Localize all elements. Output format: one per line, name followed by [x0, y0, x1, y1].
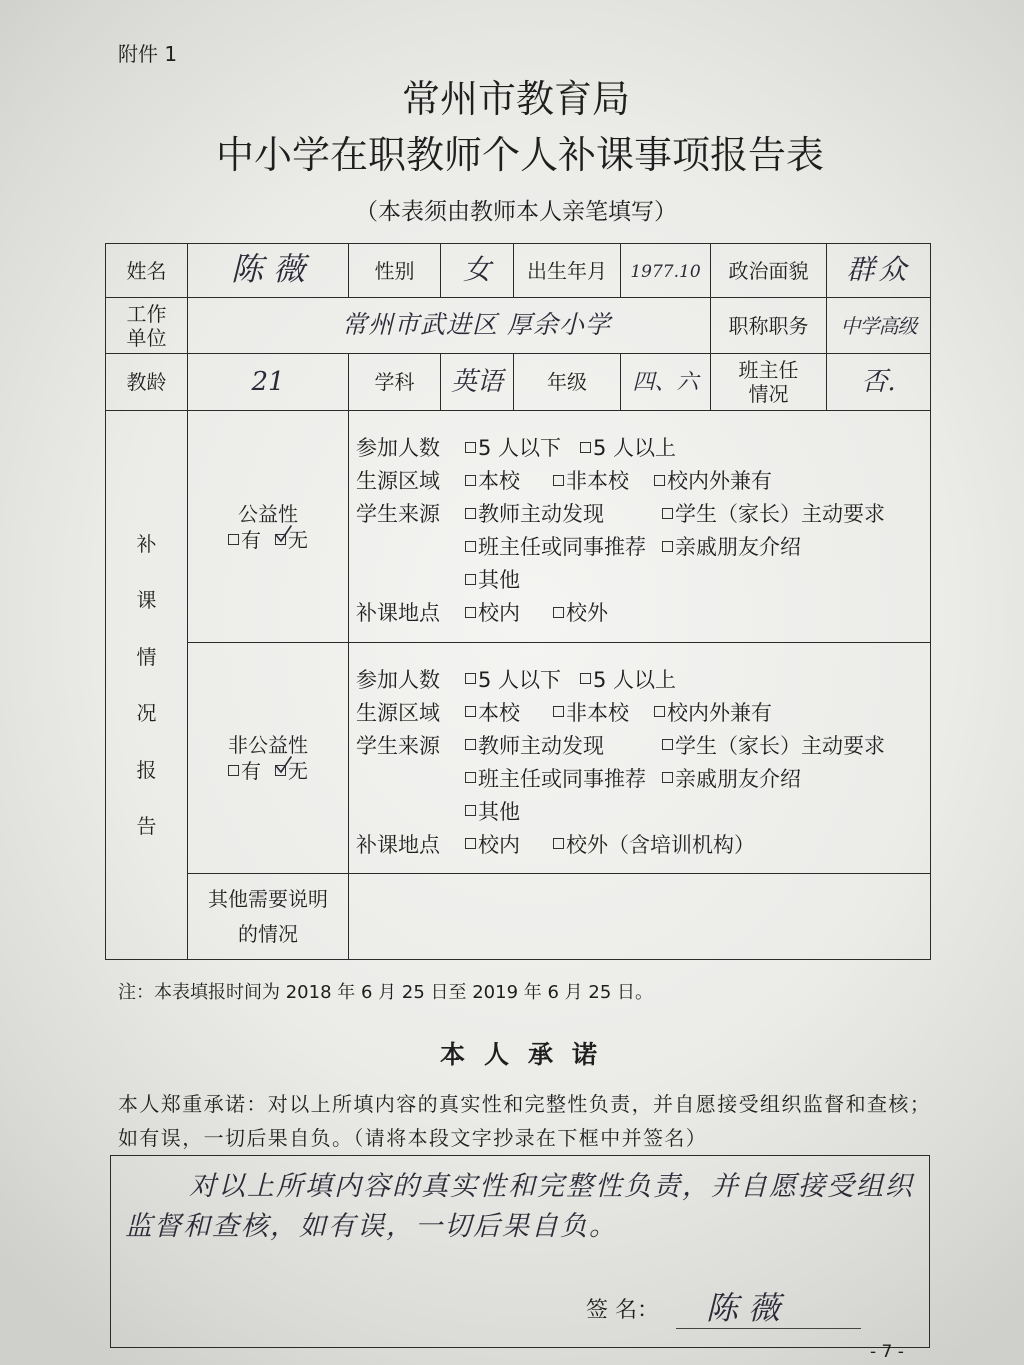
form-note: 注：本表填报时间为 2018 年 6 月 25 日至 2019 年 6 月 25 日。	[118, 982, 653, 1003]
row-public-welfare	[106, 411, 931, 643]
option-item	[465, 432, 561, 465]
option-label: 校内外兼有	[667, 700, 772, 725]
checkbox-square-icon	[465, 574, 476, 585]
option-item	[553, 697, 629, 730]
no-checkbox	[275, 527, 308, 553]
checkbox-square-icon	[465, 442, 476, 453]
checkbox-square-icon	[662, 508, 673, 519]
option-item	[465, 763, 646, 796]
checkbox-square-icon	[553, 607, 564, 618]
option-label: 非本校	[566, 469, 629, 493]
head-teacher-label-line2: 情况	[748, 382, 789, 406]
row-teaching-info	[106, 354, 931, 411]
work-unit-label-line2: 单位	[126, 325, 167, 350]
political-status-value-cell	[827, 244, 931, 298]
head-teacher-label-cell	[711, 354, 827, 411]
participants-row	[349, 432, 930, 465]
location-row	[349, 829, 930, 862]
grade-label: 年级	[514, 354, 621, 411]
subject-value-cell	[441, 354, 514, 411]
non-public-welfare-cell	[188, 643, 349, 874]
option-label: 本校	[478, 469, 520, 493]
side-label-char: 报	[136, 757, 157, 782]
student-source-row-2	[349, 531, 930, 564]
checkbox-square-icon	[662, 772, 673, 783]
location-label: 补课地点	[356, 601, 440, 625]
pledge-copy-box	[110, 1155, 930, 1348]
checkbox-square-icon	[275, 534, 286, 545]
title-line-1: 常州市教育局	[401, 77, 630, 121]
name-label: 姓名	[106, 244, 188, 298]
participants-row	[349, 664, 930, 697]
side-label-char: 补	[136, 531, 157, 556]
birth-value-cell	[621, 244, 711, 298]
source-area-row	[349, 465, 930, 498]
head-teacher-value: 否.	[861, 366, 896, 397]
political-status-label: 政治面貌	[711, 244, 827, 298]
name-value: 陈薇	[230, 249, 315, 288]
signature-label: 签 名：	[586, 1298, 659, 1323]
work-unit-label-line1: 工作	[126, 301, 167, 326]
option-item	[465, 465, 520, 498]
checkbox-square-icon	[228, 765, 239, 776]
student-source-row-3	[349, 564, 930, 597]
option-item	[662, 498, 885, 531]
option-item	[465, 597, 520, 630]
signature: 陈薇	[676, 1288, 861, 1329]
other-notes-label-line1: 其他需要说明	[208, 886, 328, 911]
yes-checkbox	[228, 758, 261, 784]
option-label: 校外（含培训机构）	[566, 832, 755, 857]
option-item	[553, 829, 755, 862]
checkbox-square-icon	[228, 534, 239, 545]
option-item	[662, 763, 801, 796]
option-label: 5 人以下	[478, 667, 562, 692]
option-item	[662, 730, 885, 763]
teaching-years-value: 21	[251, 366, 285, 397]
no-checkbox	[275, 758, 308, 784]
professional-title-value-cell	[827, 298, 931, 354]
birth-label: 出生年月	[514, 244, 621, 298]
yes-label: 有	[241, 527, 261, 552]
checkbox-square-icon	[465, 541, 476, 552]
non-public-welfare-options-cell	[349, 643, 931, 874]
source-area-label: 生源区域	[356, 469, 440, 493]
student-source-row-3	[349, 796, 930, 829]
subtitle: （本表须由教师本人亲笔填写）	[355, 199, 677, 225]
pledge-text-line1: 本人郑重承诺：对以上所填内容的真实性和完整性负责，并自愿接受组织监督和查核；	[118, 1092, 932, 1116]
option-item	[580, 664, 676, 697]
option-label: 班主任或同事推荐	[478, 535, 646, 559]
option-label: 亲戚朋友介绍	[675, 766, 801, 791]
option-label: 5 人以上	[593, 436, 677, 460]
option-item	[465, 531, 646, 564]
source-area-label: 生源区域	[356, 700, 440, 725]
option-item	[465, 664, 561, 697]
public-welfare-options-cell	[349, 411, 931, 643]
work-unit-label-cell	[106, 298, 188, 354]
work-unit-value: 常州市武进区 厚余小学	[342, 310, 611, 339]
checkbox-square-icon	[465, 706, 476, 717]
pledge-heading: 本人承诺	[440, 1040, 617, 1069]
title-line-2: 中小学在职教师个人补课事项报告表	[215, 133, 824, 177]
student-source-row-2	[349, 763, 930, 796]
side-label-char: 情	[136, 644, 157, 669]
location-row	[349, 597, 930, 630]
student-source-row	[349, 730, 930, 763]
student-source-label: 学生来源	[356, 502, 440, 526]
option-item	[465, 498, 604, 531]
option-label: 校外	[566, 601, 608, 625]
gender-label: 性别	[349, 244, 441, 298]
checkbox-square-icon	[553, 706, 564, 717]
pledge-text-line2: 如有误，一切后果自负。（请将本段文字抄录在下框中并签名）	[118, 1126, 708, 1150]
head-teacher-label-line1: 班主任	[738, 358, 799, 382]
participants-label: 参加人数	[356, 436, 440, 460]
non-public-welfare-label: 非公益性	[228, 733, 308, 757]
page-number: - 7 -	[870, 1342, 904, 1362]
checkbox-square-icon	[465, 805, 476, 816]
option-item	[465, 564, 520, 597]
option-item	[654, 465, 772, 498]
option-item	[465, 829, 520, 862]
report-form-table	[105, 243, 931, 960]
option-label: 本校	[478, 700, 520, 725]
option-item	[465, 697, 520, 730]
checkbox-square-icon	[465, 838, 476, 849]
birth-value: 1977.10	[630, 261, 701, 282]
student-source-label: 学生来源	[356, 733, 440, 758]
grade-value-cell	[621, 354, 711, 411]
checkbox-square-icon	[275, 765, 286, 776]
no-label: 无	[288, 759, 308, 783]
no-label: 无	[288, 527, 308, 552]
political-status-value: 群众	[846, 252, 911, 286]
row-personal-info	[106, 244, 931, 298]
public-welfare-yes-no	[188, 527, 348, 553]
grade-value: 四、六	[632, 369, 699, 395]
subject-value: 英语	[450, 366, 503, 397]
handwritten-pledge-line2: 监督和查核，如有误，一切后果自负。	[125, 1211, 618, 1242]
option-label: 其他	[478, 799, 520, 824]
option-item	[465, 796, 520, 829]
row-non-public-welfare	[106, 643, 931, 874]
other-notes-label-line2: 的情况	[238, 921, 298, 946]
option-label: 其他	[478, 568, 520, 592]
option-item	[662, 531, 801, 564]
checkbox-square-icon	[553, 475, 564, 486]
side-label-char: 告	[136, 814, 157, 838]
public-welfare-options	[349, 412, 930, 641]
row-work-unit	[106, 298, 931, 354]
option-item	[654, 697, 772, 730]
head-teacher-value-cell	[827, 354, 931, 411]
attachment-label: 附件 1	[118, 42, 178, 66]
yes-label: 有	[241, 759, 261, 783]
option-item	[553, 465, 629, 498]
handwritten-pledge-line1: 对以上所填内容的真实性和完整性负责，并自愿接受组织	[189, 1171, 914, 1202]
work-unit-value-cell	[188, 298, 711, 354]
other-notes-value-cell	[349, 874, 931, 960]
option-label: 校内	[478, 832, 520, 857]
subject-label: 学科	[349, 354, 441, 411]
checkbox-square-icon	[465, 607, 476, 618]
participants-label: 参加人数	[356, 667, 440, 692]
checkbox-square-icon	[465, 673, 476, 684]
non-public-welfare-yes-no	[188, 758, 348, 784]
side-label-char: 课	[136, 588, 157, 612]
checkbox-square-icon	[662, 541, 673, 552]
professional-title-label: 职称职务	[711, 298, 827, 354]
option-label: 校内外兼有	[667, 469, 772, 493]
option-item	[580, 432, 676, 465]
option-label: 亲戚朋友介绍	[675, 535, 801, 559]
report-side-label	[106, 411, 188, 960]
checkbox-square-icon	[580, 442, 591, 453]
other-notes-label-cell	[188, 874, 349, 960]
option-label: 校内	[478, 601, 520, 625]
location-label: 补课地点	[356, 832, 440, 857]
teaching-years-label: 教龄	[106, 354, 188, 411]
checkbox-square-icon	[465, 739, 476, 750]
source-area-row	[349, 697, 930, 730]
checkbox-square-icon	[580, 673, 591, 684]
checkbox-square-icon	[654, 706, 665, 717]
side-label-char: 况	[136, 701, 157, 725]
option-label: 教师主动发现	[478, 502, 604, 526]
public-welfare-cell	[188, 411, 349, 643]
student-source-row	[349, 498, 930, 531]
option-item	[553, 597, 608, 630]
row-other-notes	[106, 874, 931, 960]
gender-value-cell	[441, 244, 514, 298]
teaching-years-value-cell	[188, 354, 349, 411]
gender-value: 女	[462, 252, 491, 286]
option-label: 班主任或同事推荐	[478, 766, 646, 791]
yes-checkbox	[228, 527, 261, 553]
name-value-cell	[188, 244, 349, 298]
checkbox-square-icon	[662, 739, 673, 750]
check-mark-icon	[275, 526, 292, 543]
option-label: 5 人以下	[478, 436, 562, 460]
option-item	[465, 730, 604, 763]
non-public-welfare-options	[349, 644, 930, 873]
checkbox-square-icon	[465, 772, 476, 783]
professional-title-value: 中学高级	[840, 313, 917, 338]
checkbox-square-icon	[553, 838, 564, 849]
option-label: 教师主动发现	[478, 733, 604, 758]
option-label: 5 人以上	[593, 667, 677, 692]
checkbox-square-icon	[654, 475, 665, 486]
option-label: 学生（家长）主动要求	[675, 733, 885, 758]
checkbox-square-icon	[465, 475, 476, 486]
option-label: 非本校	[566, 700, 629, 725]
public-welfare-label: 公益性	[238, 501, 298, 526]
option-label: 学生（家长）主动要求	[675, 502, 885, 526]
checkbox-square-icon	[465, 508, 476, 519]
check-mark-icon	[275, 757, 292, 774]
